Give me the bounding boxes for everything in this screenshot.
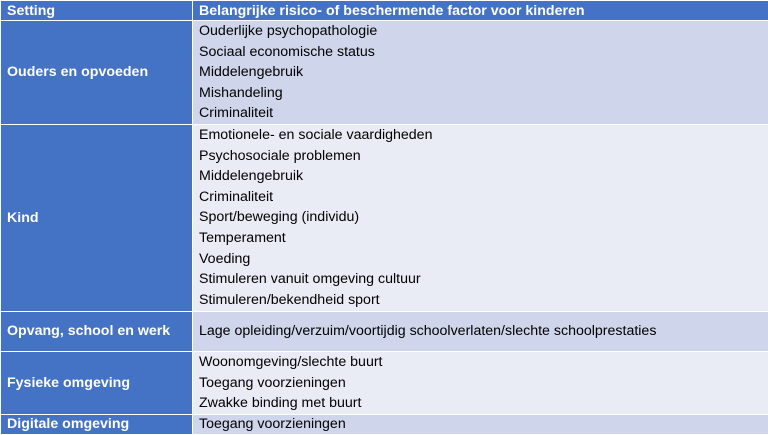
factor-item: Psychosociale problemen (199, 146, 762, 167)
factor-item: Stimuleren vanuit omgeving cultuur (199, 269, 762, 290)
setting-cell: Ouders en opvoeden (1, 21, 193, 125)
table-row (1, 312, 768, 352)
table-row (1, 21, 768, 125)
factor-item: Criminaliteit (199, 187, 762, 208)
factors-cell (193, 312, 768, 352)
header-factor: Belangrijke risico- of beschermende factor voor kinderen (193, 1, 768, 21)
factor-item: Sociaal economische status (199, 42, 762, 63)
factors-cell (193, 21, 768, 125)
setting-cell: Opvang, school en werk (1, 312, 193, 352)
factor-item: Zwakke binding met buurt (199, 393, 762, 414)
factor-item: Sport/beweging (individu) (199, 207, 762, 228)
factor-item: Middelengebruik (199, 166, 762, 187)
factor-item: Ouderlijke psychopathologie (199, 21, 762, 42)
factor-item: Toegang voorzieningen (199, 373, 762, 394)
setting-cell: Fysieke omgeving (1, 352, 193, 415)
factor-item: Criminaliteit (199, 103, 762, 124)
factor-item: Emotionele- en sociale vaardigheden (199, 125, 762, 146)
factor-item: Woonomgeving/slechte buurt (199, 352, 762, 373)
setting-cell: Kind (1, 125, 193, 312)
factor-item: Stimuleren/bekendheid sport (199, 290, 762, 311)
factor-item: Temperament (199, 228, 762, 249)
table-header-row (1, 1, 768, 21)
table-row (1, 414, 768, 434)
factor-item: Voeding (199, 249, 762, 270)
table-row (1, 125, 768, 312)
factors-cell (193, 352, 768, 415)
factor-item: Toegang voorzieningen (199, 415, 762, 434)
factors-cell (193, 125, 768, 312)
factor-item: Lage opleiding/verzuim/voortijdig schoolverlaten/slechte schoolprestaties (199, 321, 762, 342)
factor-item: Middelengebruik (199, 62, 762, 83)
header-setting: Setting (1, 1, 193, 21)
table-row (1, 352, 768, 415)
factors-cell (193, 414, 768, 434)
setting-cell: Digitale omgeving (1, 414, 193, 434)
factor-item: Mishandeling (199, 83, 762, 104)
